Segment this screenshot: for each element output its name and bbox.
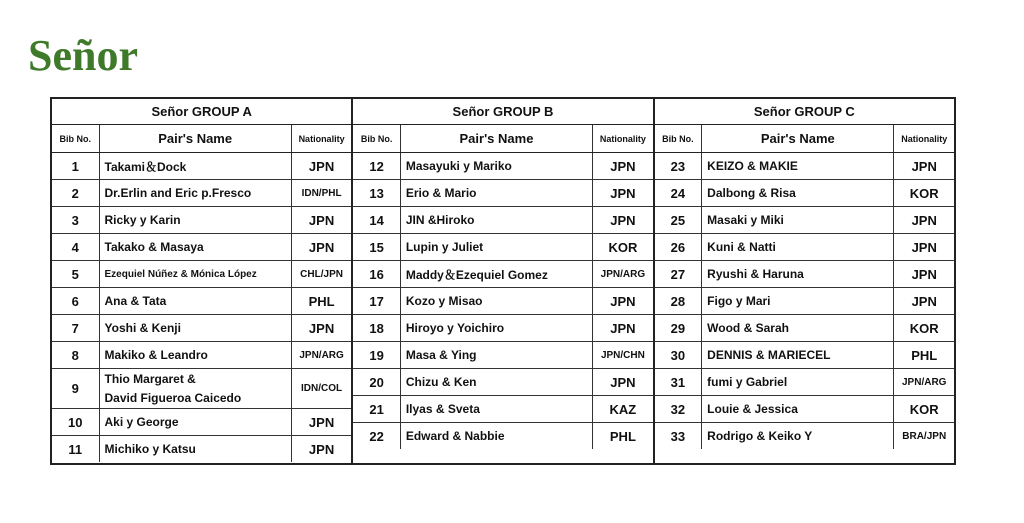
nationality-header: Nationality xyxy=(593,125,653,153)
pair-name: Kozo y Misao xyxy=(400,288,592,315)
nationality: JPN xyxy=(593,288,653,315)
bib-number: 20 xyxy=(353,369,400,396)
table-row xyxy=(655,315,954,342)
bib-number: 29 xyxy=(655,315,702,342)
pair-name: Dalbong & Risa xyxy=(702,180,894,207)
group-table xyxy=(655,99,954,449)
pair-name: Wood & Sarah xyxy=(702,315,894,342)
table-row xyxy=(655,153,954,180)
bib-number: 10 xyxy=(52,409,99,436)
bib-number: 33 xyxy=(655,423,702,450)
table-row xyxy=(353,234,652,261)
nationality: IDN/PHL xyxy=(291,180,351,207)
groups-tables xyxy=(50,97,956,465)
bib-number: 21 xyxy=(353,396,400,423)
nationality: PHL xyxy=(609,428,636,444)
pair-name: Chizu & Ken xyxy=(400,369,592,396)
pair-name: Masayuki y Mariko xyxy=(400,153,592,180)
group-title: Señor GROUP C xyxy=(655,99,954,125)
table-row xyxy=(655,234,954,261)
group-table xyxy=(52,99,351,462)
pair-name: JIN &Hiroko xyxy=(400,207,592,234)
nationality: JPN/ARG xyxy=(894,369,954,396)
table-row xyxy=(52,409,351,436)
bib-header: Bib No. xyxy=(655,125,702,153)
bib-number: 5 xyxy=(52,261,99,288)
nationality: JPN xyxy=(291,207,351,234)
nationality: KAZ xyxy=(593,396,653,423)
group-header-row xyxy=(52,99,351,125)
nationality: KOR xyxy=(894,396,954,423)
table-row xyxy=(52,153,351,180)
nationality: PHL xyxy=(291,288,351,315)
table-row xyxy=(52,180,351,207)
pair-name: Kuni & Natti xyxy=(702,234,894,261)
pair-name: Aki y George xyxy=(99,409,291,436)
bib-number: 8 xyxy=(52,342,99,369)
bib-number: 19 xyxy=(353,342,400,369)
pair-name: Yoshi & Kenji xyxy=(99,315,291,342)
name-header: Pair's Name xyxy=(702,125,894,153)
group-header-row xyxy=(655,99,954,125)
bib-number: 9 xyxy=(52,369,99,409)
table-row xyxy=(655,342,954,369)
group-b xyxy=(353,99,654,463)
bib-number: 13 xyxy=(353,180,400,207)
pair-name: Takami＆Dock xyxy=(99,153,291,180)
group-table xyxy=(353,99,652,449)
bib-number: 22 xyxy=(353,423,400,450)
group-c xyxy=(655,99,954,463)
nationality: CHL/JPN xyxy=(291,261,351,288)
nationality: JPN xyxy=(291,409,351,436)
pair-name: Rodrigo & Keiko Y xyxy=(702,423,894,450)
table-row xyxy=(353,369,652,396)
nationality: JPN xyxy=(291,153,351,180)
nationality: JPN xyxy=(894,234,954,261)
table-row xyxy=(52,207,351,234)
nationality: JPN xyxy=(894,207,954,234)
table-row xyxy=(353,423,652,450)
nationality: JPN xyxy=(894,288,954,315)
table-row xyxy=(655,180,954,207)
pair-name: Ana & Tata xyxy=(99,288,291,315)
pair-name: KEIZO & MAKIE xyxy=(702,153,894,180)
bib-number: 26 xyxy=(655,234,702,261)
bib-number: 6 xyxy=(52,288,99,315)
bib-header: Bib No. xyxy=(353,125,400,153)
table-row xyxy=(655,207,954,234)
name-header: Pair's Name xyxy=(99,125,291,153)
pair-name: Figo y Mari xyxy=(702,288,894,315)
nationality: JPN xyxy=(894,153,954,180)
nationality: JPN/CHN xyxy=(593,342,653,369)
group-title: Señor GROUP A xyxy=(52,99,351,125)
pair-name: Edward & Nabbie xyxy=(400,423,592,450)
nationality: JPN/ARG xyxy=(593,261,653,288)
table-row xyxy=(655,261,954,288)
nationality: JPN xyxy=(308,441,335,457)
bib-number: 32 xyxy=(655,396,702,423)
pair-name: Hiroyo y Yoichiro xyxy=(400,315,592,342)
nationality: PHL xyxy=(894,342,954,369)
table-row xyxy=(353,315,652,342)
pair-name: Lupin y Juliet xyxy=(400,234,592,261)
bib-number: 14 xyxy=(353,207,400,234)
bib-number: 11 xyxy=(52,436,99,463)
bib-number: 7 xyxy=(52,315,99,342)
bib-number: 1 xyxy=(52,153,99,180)
table-row xyxy=(52,315,351,342)
table-row xyxy=(353,342,652,369)
bib-number: 28 xyxy=(655,288,702,315)
bib-number: 23 xyxy=(655,153,702,180)
page-title: Señor xyxy=(28,31,138,80)
bib-number: 2 xyxy=(52,180,99,207)
table-row xyxy=(353,207,652,234)
pair-name xyxy=(99,369,291,409)
bib-header: Bib No. xyxy=(52,125,99,153)
pair-name: Maddy＆Ezequiel Gomez xyxy=(400,261,592,288)
bib-number: 27 xyxy=(655,261,702,288)
bib-number: 24 xyxy=(655,180,702,207)
bib-number: 25 xyxy=(655,207,702,234)
nationality: JPN xyxy=(593,315,653,342)
column-header-row xyxy=(353,125,652,153)
nationality: JPN xyxy=(291,315,351,342)
bib-number: 15 xyxy=(353,234,400,261)
nationality-header: Nationality xyxy=(291,125,351,153)
nationality: KOR xyxy=(894,315,954,342)
bib-number: 12 xyxy=(353,153,400,180)
nationality: JPN/ARG xyxy=(291,342,351,369)
table-row xyxy=(52,234,351,261)
table-row xyxy=(52,342,351,369)
nationality: JPN xyxy=(593,369,653,396)
nationality-header: Nationality xyxy=(894,125,954,153)
table-row xyxy=(655,288,954,315)
pair-name: Ilyas & Sveta xyxy=(400,396,592,423)
table-row xyxy=(655,369,954,396)
table-row xyxy=(655,423,954,450)
name-header: Pair's Name xyxy=(400,125,592,153)
pair-name: Ryushi & Haruna xyxy=(702,261,894,288)
pair-name: Takako & Masaya xyxy=(99,234,291,261)
table-row xyxy=(353,153,652,180)
table-row xyxy=(353,261,652,288)
group-a xyxy=(52,99,353,463)
table-row xyxy=(52,369,351,409)
nationality: IDN/COL xyxy=(291,369,351,409)
nationality: JPN xyxy=(291,234,351,261)
pair-name: Louie & Jessica xyxy=(702,396,894,423)
nationality: JPN xyxy=(894,261,954,288)
nationality: KOR xyxy=(894,180,954,207)
pair-name: Erio & Mario xyxy=(400,180,592,207)
table-row xyxy=(655,396,954,423)
nationality: JPN xyxy=(593,153,653,180)
pair-name: Makiko & Leandro xyxy=(99,342,291,369)
nationality: KOR xyxy=(593,234,653,261)
nationality: BRA/JPN xyxy=(902,430,947,442)
bib-number: 4 xyxy=(52,234,99,261)
pair-name: Michiko y Katsu xyxy=(99,436,291,463)
table-row xyxy=(353,288,652,315)
table-row xyxy=(52,436,351,463)
pair-name: Ricky y Karin xyxy=(99,207,291,234)
table-row xyxy=(52,288,351,315)
group-header-row xyxy=(353,99,652,125)
pair-name-line-2: David Figueroa Caicedo xyxy=(104,390,242,405)
pair-name-line-1: Thio Margaret & xyxy=(104,371,196,386)
pair-name: DENNIS & MARIECEL xyxy=(702,342,894,369)
pair-name: fumi y Gabriel xyxy=(702,369,894,396)
nationality: JPN xyxy=(593,180,653,207)
pair-name: Ezequiel Núñez & Mónica López xyxy=(99,261,291,288)
bib-number: 31 xyxy=(655,369,702,396)
bib-number: 16 xyxy=(353,261,400,288)
table-row xyxy=(52,261,351,288)
nationality: JPN xyxy=(593,207,653,234)
pair-name: Dr.Erlin and Eric p.Fresco xyxy=(99,180,291,207)
pair-name: Masaki y Miki xyxy=(702,207,894,234)
pair-name: Masa & Ying xyxy=(400,342,592,369)
bib-number: 3 xyxy=(52,207,99,234)
table-row xyxy=(353,396,652,423)
group-title: Señor GROUP B xyxy=(353,99,652,125)
column-header-row xyxy=(52,125,351,153)
bib-number: 18 xyxy=(353,315,400,342)
bib-number: 17 xyxy=(353,288,400,315)
bib-number: 30 xyxy=(655,342,702,369)
column-header-row xyxy=(655,125,954,153)
table-row xyxy=(353,180,652,207)
